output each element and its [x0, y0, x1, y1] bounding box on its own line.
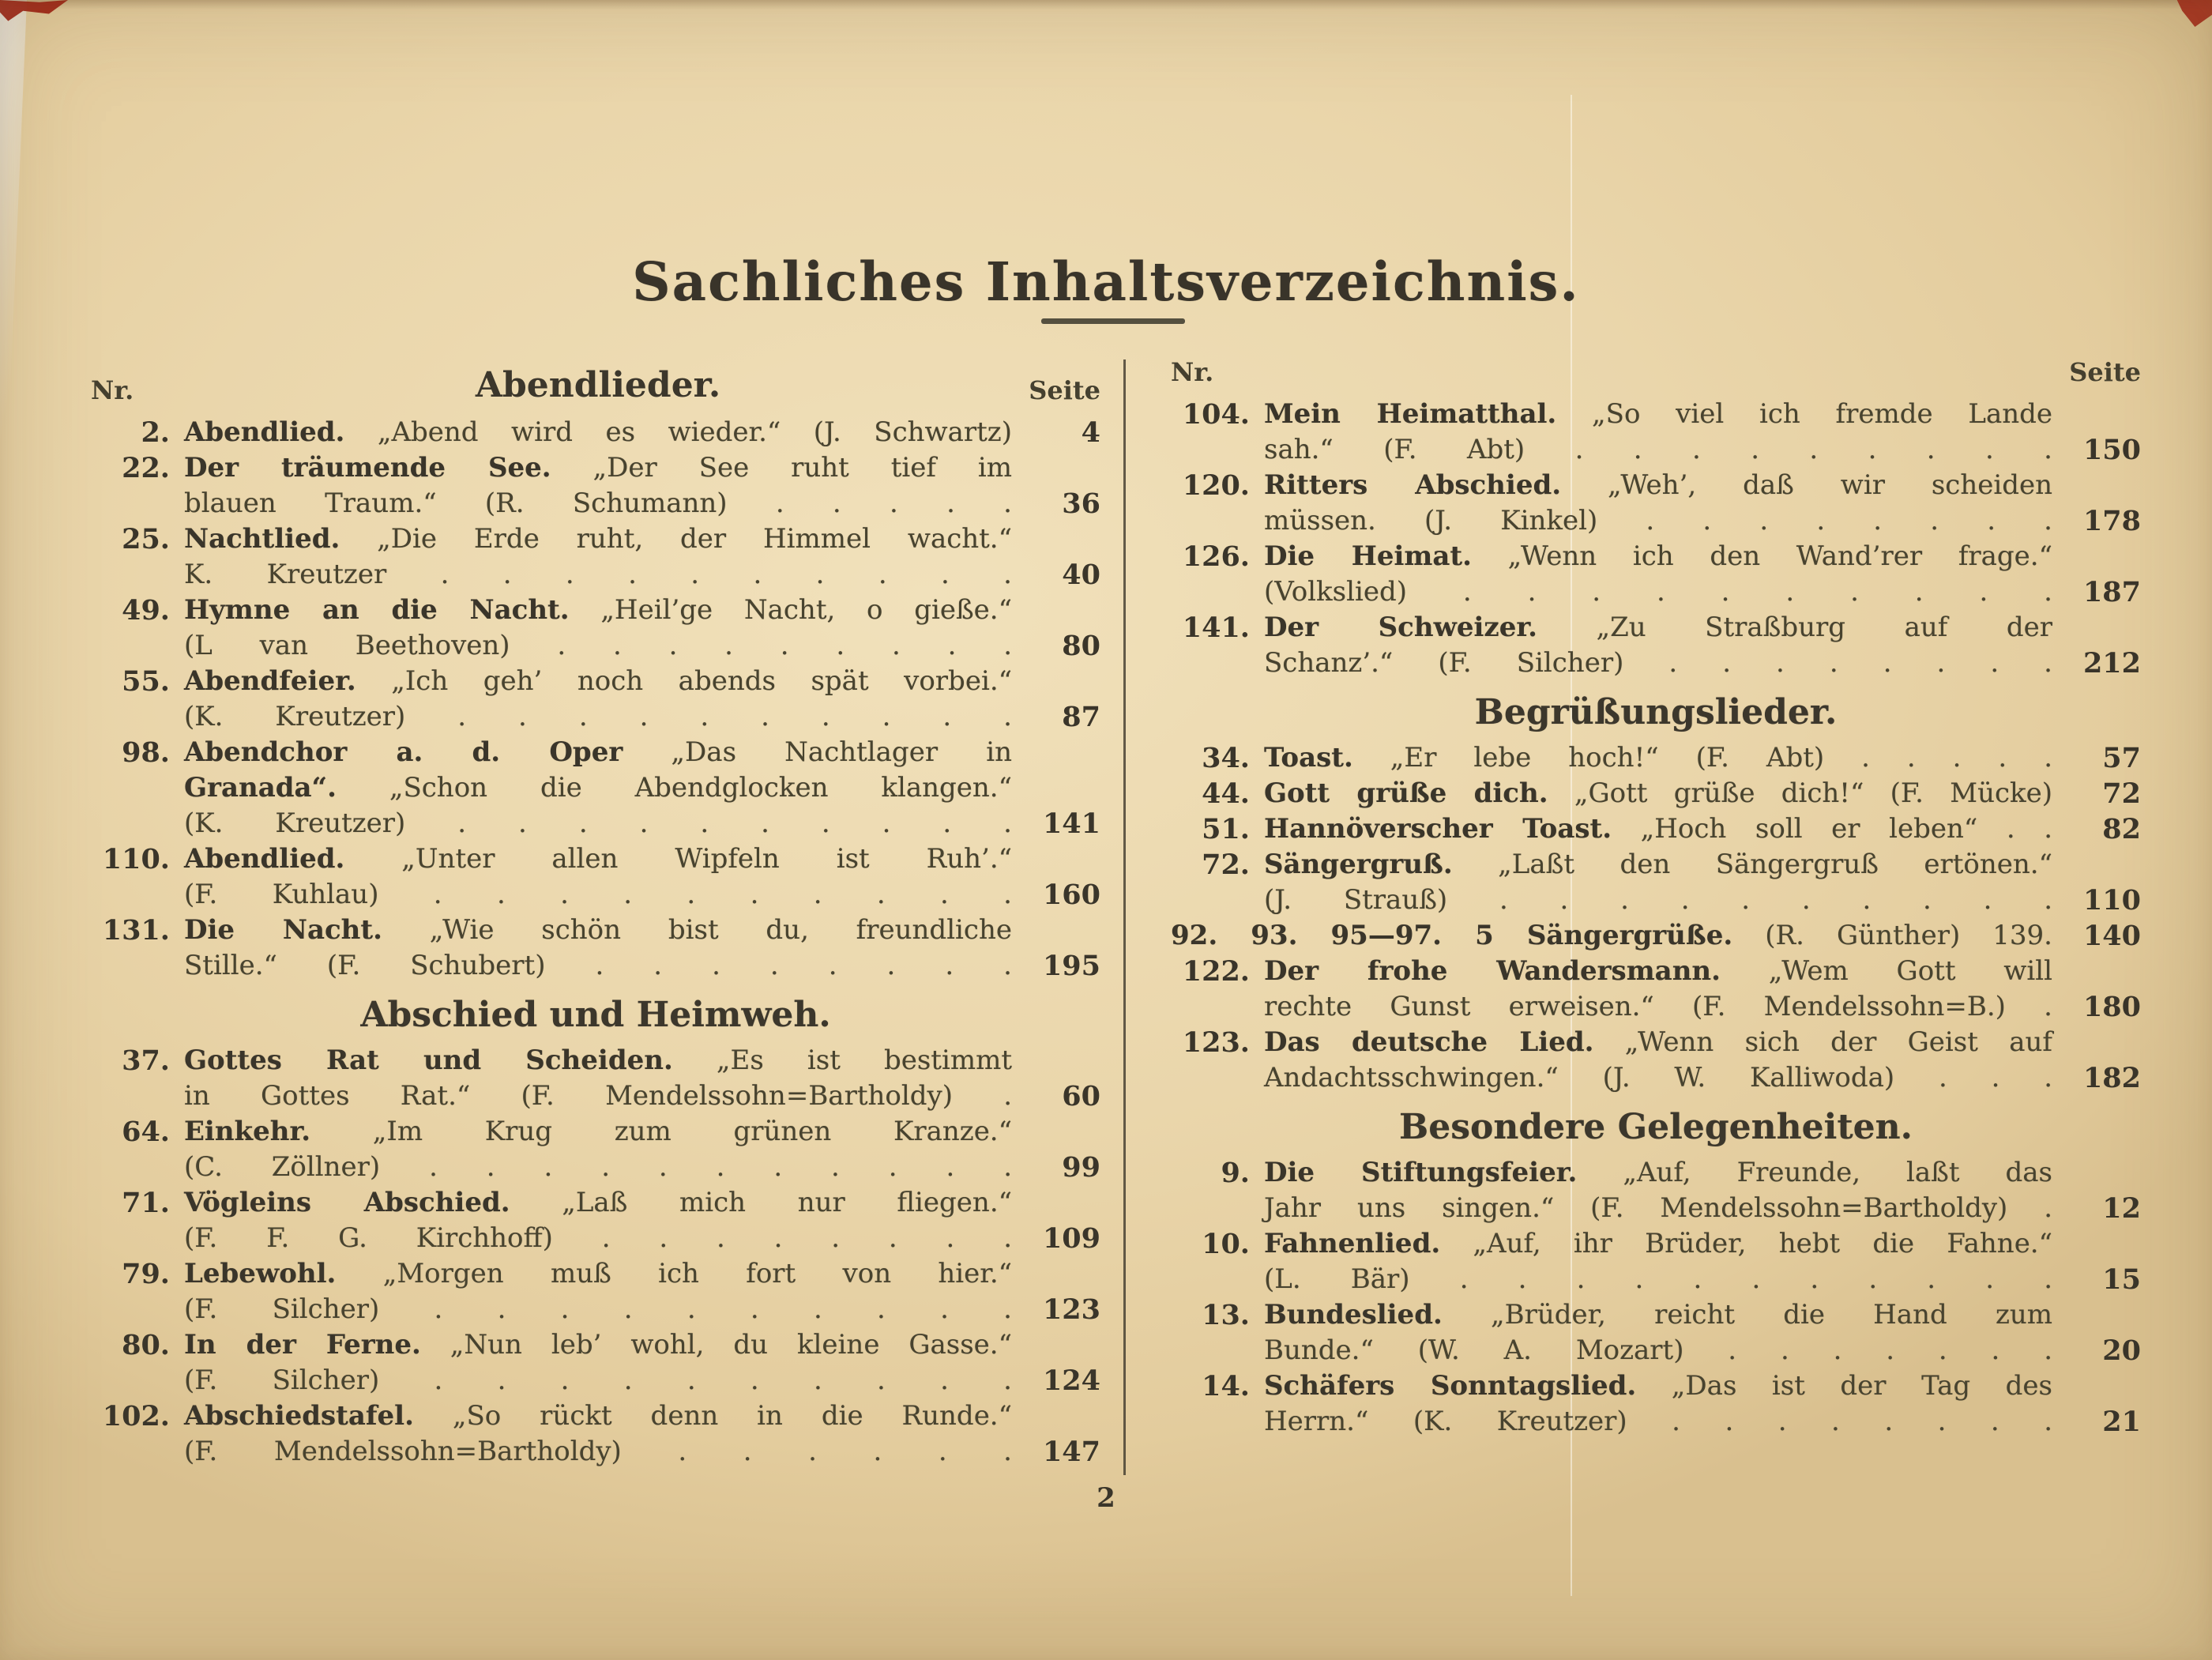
entry-detail-segment: „Brüder, reicht die Hand zum [1491, 1299, 2053, 1331]
entry-detail-segment: (F. Silcher) . . . . . . . . . . [184, 1293, 1012, 1325]
entry-line [1264, 503, 2052, 539]
entry-text [184, 450, 1012, 521]
toc-entry [91, 415, 1100, 450]
entry-detail-segment: müssen. (J. Kinkel) . . . . . . . . [1264, 505, 2052, 536]
entry-line [184, 1221, 1012, 1256]
entry-title-segment: Gott grüße dich. [1264, 777, 1548, 809]
entry-title-segment: Mein Heimatthal. [1264, 398, 1557, 430]
entry-detail-segment: (L. Bär) . . . . . . . . . . . [1264, 1263, 2052, 1295]
entry-title-segment: In der Ferne. [184, 1329, 421, 1361]
column-divider-rule [1123, 359, 1126, 1475]
entry-number: 14. [1202, 1370, 1250, 1402]
entry-line [184, 1292, 1012, 1327]
entry-text [1264, 1025, 2052, 1096]
entry-line [1264, 1333, 2052, 1368]
entry-text [1264, 740, 2052, 776]
toc-entry [1171, 1297, 2141, 1368]
entry-detail-segment: (F. Silcher) . . . . . . . . . . [184, 1365, 1012, 1396]
entry-text [184, 1043, 1012, 1114]
entry-page: 36 [1062, 487, 1100, 520]
entry-line [1264, 610, 2052, 646]
entry-number: 34. [1202, 742, 1250, 774]
toc-entry [91, 593, 1100, 664]
entry-title-segment: Lebewohl. [184, 1258, 337, 1289]
entry-title-segment: Fahnenlied. [1264, 1228, 1441, 1259]
entry-detail-segment: „Der See ruht tief im [592, 452, 1012, 484]
entry-detail-segment: (R. Günther) 139. [1765, 920, 2052, 951]
entry-line [184, 806, 1012, 841]
entry-number: 110. [102, 843, 170, 875]
entry-detail-segment: „Wem Gott will [1768, 955, 2053, 987]
entry-line [184, 1078, 1012, 1114]
toc-entry [1171, 468, 2141, 539]
entry-line [184, 948, 1012, 984]
entry-line [184, 913, 1012, 948]
entry-title-segment: Hannöverscher Toast. [1264, 813, 1612, 845]
entry-detail-segment: „Zu Straßburg auf der [1596, 612, 2052, 643]
entry-text [1264, 954, 2052, 1025]
entry-number: 79. [122, 1258, 170, 1290]
entry-line [1264, 574, 2052, 610]
entry-title-segment: Abendchor a. d. Oper [184, 736, 623, 768]
entry-number: 13. [1202, 1299, 1250, 1331]
seite-label: Seite [2069, 357, 2141, 387]
nr-label: Nr. [1171, 357, 1214, 387]
section-heading: Besondere Gelegenheiten. [1399, 1107, 1913, 1147]
entry-page: 87 [1062, 701, 1100, 733]
entry-detail-segment: blauen Traum.“ (R. Schumann) . . . . . [184, 487, 1012, 519]
entry-detail-segment: (C. Zöllner) . . . . . . . . . . . [184, 1151, 1012, 1183]
entry-line [184, 521, 1012, 557]
entry-detail-segment: (J. Strauß) . . . . . . . . . . [1264, 884, 2052, 916]
entry-text [184, 1327, 1012, 1398]
entry-title-segment: Ritters Abschied. [1264, 469, 1562, 501]
entry-title-segment: Abendfeier. [184, 665, 356, 697]
entry-text [184, 1256, 1012, 1327]
entry-title-segment: Das deutsche Lied. [1264, 1026, 1594, 1058]
entry-detail-segment: „So rückt denn in die Runde.“ [452, 1400, 1013, 1432]
entry-detail-segment: „Das ist der Tag des [1671, 1370, 2052, 1402]
entry-page: 20 [2102, 1334, 2141, 1367]
entry-line [1264, 1191, 2052, 1226]
entry-line [184, 1398, 1012, 1434]
entry-page: 187 [2082, 576, 2141, 608]
entry-detail-segment: „Er lebe hoch!“ (F. Abt) . . . . . [1390, 742, 2052, 774]
entry-title-segment: Abschiedstafel. [184, 1400, 414, 1432]
page-number: 2 [1097, 1482, 1115, 1514]
entry-page: 109 [1042, 1222, 1100, 1255]
entry-line [184, 1434, 1012, 1470]
entry-detail-segment: in Gottes Rat.“ (F. Mendelssohn=Bartholdy) . [184, 1080, 1012, 1112]
entry-line [184, 699, 1012, 735]
entry-title-segment: Vögleins Abschied. [184, 1187, 510, 1218]
entry-detail-segment: Jahr uns singen.“ (F. Mendelssohn=Bartholdy) . [1264, 1192, 2052, 1224]
entry-detail-segment: „Auf, ihr Brüder, hebt die Fahne.“ [1473, 1228, 2052, 1259]
entry-line [184, 593, 1012, 628]
entry-page: 40 [1062, 559, 1100, 591]
toc-entry [91, 1185, 1100, 1256]
entry-page: 123 [1042, 1293, 1100, 1326]
entry-line [1264, 1025, 2052, 1060]
entry-line [1264, 1060, 2052, 1096]
toc-entry [91, 1114, 1100, 1185]
title-rule [1041, 318, 1185, 324]
entry-page: 147 [1042, 1436, 1100, 1468]
entry-text [184, 1114, 1012, 1185]
toc-entry [1171, 918, 2141, 954]
entry-detail-segment: „Unter allen Wipfeln ist Ruh’.“ [401, 843, 1013, 875]
entry-page: 110 [2082, 884, 2141, 917]
entry-page: 124 [1042, 1365, 1100, 1397]
toc-entry [91, 450, 1100, 521]
entry-line [1264, 954, 2052, 989]
entry-number: 104. [1182, 398, 1250, 431]
entry-page: 72 [2102, 777, 2141, 810]
entry-text [184, 913, 1012, 984]
entry-title-segment: Nachtlied. [184, 523, 340, 555]
left-column-body [91, 415, 1100, 1470]
entry-text [1264, 539, 2052, 610]
toc-entry [1171, 1155, 2141, 1226]
entry-page: 150 [2082, 434, 2141, 466]
entry-detail-segment: Herrn.“ (K. Kreutzer) . . . . . . . . [1264, 1406, 2052, 1437]
entry-title-segment: Die Nacht. [184, 914, 382, 946]
entry-number: 131. [102, 914, 170, 947]
toc-entry [91, 1043, 1100, 1114]
entry-text [184, 664, 1012, 735]
entry-title-segment: Schäfers Sonntagslied. [1264, 1370, 1637, 1402]
entry-detail-segment: „Hoch soll er leben“ . . [1640, 813, 2053, 845]
entry-number: 10. [1202, 1228, 1250, 1260]
toc-entry [1171, 1025, 2141, 1096]
toc-entry [91, 1256, 1100, 1327]
entry-text [1171, 918, 2052, 954]
entry-title-segment: Der träumende See. [184, 452, 551, 484]
entry-line [1264, 397, 2052, 432]
entry-line [184, 628, 1012, 664]
entry-line [184, 450, 1012, 486]
entry-page: 212 [2082, 647, 2141, 679]
entry-detail-segment: „Weh’, daß wir scheiden [1607, 469, 2053, 501]
right-column-body [1171, 397, 2141, 1440]
left-column-header [91, 365, 1100, 405]
entry-title-segment: Hymne an die Nacht. [184, 594, 570, 626]
entry-title-segment: Die Heimat. [1264, 540, 1472, 572]
entry-page: 178 [2082, 505, 2141, 537]
entry-detail-segment: „Auf, Freunde, laßt das [1623, 1157, 2053, 1188]
entry-detail-segment: „Morgen muß ich fort von hier.“ [382, 1258, 1013, 1289]
entry-number: 98. [122, 736, 170, 769]
entry-text [184, 415, 1012, 450]
entry-page: 82 [2102, 813, 2141, 845]
entry-line [1264, 1368, 2052, 1404]
entry-detail-segment: „Wenn sich der Geist auf [1624, 1026, 2052, 1058]
entry-detail-segment: „Ich geh’ noch abends spät vorbei.“ [391, 665, 1013, 697]
entry-title-segment: Gottes Rat und Scheiden. [184, 1045, 673, 1076]
entry-number: 120. [1182, 469, 1250, 502]
toc-entry [1171, 610, 2141, 681]
entry-detail-segment: Stille.“ (F. Schubert) . . . . . . . . [184, 950, 1012, 981]
entry-line [1264, 776, 2052, 811]
scan-edge-artifact-top [0, 0, 2212, 9]
entry-detail-segment: K. Kreutzer . . . . . . . . . . [184, 559, 1012, 590]
entry-page: 195 [1042, 950, 1100, 982]
section-heading: Abschied und Heimweh. [360, 995, 831, 1035]
toc-entry [1171, 776, 2141, 811]
entry-page: 140 [2082, 920, 2141, 952]
entry-text [184, 1398, 1012, 1470]
entry-number: 22. [122, 452, 170, 484]
entry-detail-segment: (F. F. G. Kirchhoff) . . . . . . . . [184, 1222, 1012, 1254]
entry-detail-segment: rechte Gunst erweisen.“ (F. Mendelssohn=B.) . [1264, 991, 2052, 1022]
entry-detail-segment: „Laßt den Sängergruß ertönen.“ [1498, 849, 2052, 880]
left-column [91, 365, 1100, 1470]
entry-title-segment: Der frohe Wandersmann. [1264, 955, 1721, 987]
entry-line [184, 841, 1012, 877]
entry-number: 64. [122, 1116, 170, 1148]
entry-text [1264, 847, 2052, 918]
entry-detail-segment: (K. Kreutzer) . . . . . . . . . . [184, 807, 1012, 839]
entry-title-segment: Toast. [1264, 742, 1353, 774]
entry-detail-segment: (Volkslied) . . . . . . . . . . [1264, 576, 2052, 608]
entry-detail-segment: „Wie schön bist du, freundliche [429, 914, 1012, 946]
entry-page: 160 [1042, 879, 1100, 911]
entry-line [184, 415, 1012, 450]
entry-page: 57 [2102, 742, 2141, 774]
entry-line [1264, 1262, 2052, 1297]
entry-number: 49. [122, 594, 170, 627]
entry-detail-segment: sah.“ (F. Abt) . . . . . . . . . [1264, 434, 2052, 465]
right-column-header [1171, 357, 2141, 387]
entry-title-segment: Der Schweizer. [1264, 612, 1537, 643]
section-heading: Abendlieder. [475, 365, 721, 405]
entry-detail-segment: „Heil’ge Nacht, o gieße.“ [600, 594, 1012, 626]
entry-line [1171, 918, 2052, 954]
toc-entry [1171, 539, 2141, 610]
entry-text [1264, 776, 2052, 811]
section-heading: Begrüßungslieder. [1474, 692, 1838, 732]
entry-detail-segment: „Abend wird es wieder.“ (J. Schwartz) [377, 416, 1012, 448]
entry-number: 25. [122, 523, 170, 555]
toc-entry [1171, 811, 2141, 847]
entry-line [1264, 646, 2052, 681]
entry-number: 55. [122, 665, 170, 698]
entry-detail-segment: (L van Beethoven) . . . . . . . . . [184, 630, 1012, 661]
entry-title-segment: Einkehr. [184, 1116, 311, 1147]
entry-title-segment: Abendlied. [184, 416, 345, 448]
entry-line [1264, 847, 2052, 883]
entry-detail-segment: „So viel ich fremde Lande [1592, 398, 2052, 430]
entry-page: 21 [2102, 1406, 2141, 1438]
entry-page: 12 [2102, 1192, 2141, 1225]
entry-detail-segment: „Das Nachtlager in [671, 736, 1013, 768]
entry-text [1264, 1226, 2052, 1297]
seite-label: Seite [1029, 375, 1100, 405]
entry-line [184, 557, 1012, 593]
right-column [1171, 357, 2141, 1440]
toc-entry [91, 735, 1100, 841]
entry-number: 2. [141, 416, 170, 449]
entry-line [1264, 1297, 2052, 1333]
entry-line [1264, 432, 2052, 468]
entry-page: 182 [2082, 1062, 2141, 1094]
entry-line [1264, 1155, 2052, 1191]
entry-detail-segment: „Es ist bestimmt [716, 1045, 1012, 1076]
entry-number: 9. [1221, 1157, 1250, 1189]
toc-entry [1171, 397, 2141, 468]
entry-line [1264, 1226, 2052, 1262]
entry-text [1264, 811, 2052, 847]
entry-title-segment: Bundeslied. [1264, 1299, 1443, 1331]
entry-line [1264, 539, 2052, 574]
entry-number: 37. [122, 1045, 170, 1077]
entry-number: 122. [1182, 955, 1250, 988]
entry-detail-segment: „Laß mich nur fliegen.“ [562, 1187, 1013, 1218]
entry-line [184, 1114, 1012, 1150]
entry-detail-segment: Schanz’.“ (F. Silcher) . . . . . . . . [1264, 647, 2052, 679]
entry-title-segment: 92. 93. 95—97. 5 Sängergrüße. [1171, 920, 1733, 951]
entry-detail-segment: (F. Kuhlau) . . . . . . . . . . [184, 879, 1012, 910]
toc-entry [1171, 1226, 2141, 1297]
toc-entry [1171, 1368, 2141, 1440]
entry-text [1264, 1155, 2052, 1226]
toc-entry [1171, 740, 2141, 776]
entry-number: 126. [1182, 540, 1250, 573]
entry-detail-segment: „Die Erde ruht, der Himmel wacht.“ [377, 523, 1012, 555]
toc-entry [91, 841, 1100, 913]
entry-detail-segment: (K. Kreutzer) . . . . . . . . . . [184, 701, 1012, 732]
entry-line [184, 877, 1012, 913]
entry-line [184, 486, 1012, 521]
entry-title-segment: Die Stiftungsfeier. [1264, 1157, 1578, 1188]
toc-entry [91, 1327, 1100, 1398]
entry-text [1264, 1297, 2052, 1368]
entry-title-segment: Sängergruß. [1264, 849, 1453, 880]
entry-line [184, 735, 1012, 770]
entry-line [184, 1327, 1012, 1363]
entry-number: 80. [122, 1329, 170, 1361]
entry-text [184, 521, 1012, 593]
entry-detail-segment: „Schon die Abendglocken klangen.“ [389, 772, 1012, 804]
entry-number: 72. [1202, 849, 1250, 881]
entry-line [1264, 883, 2052, 918]
entry-line [184, 1043, 1012, 1078]
entry-text [184, 1185, 1012, 1256]
toc-entry [91, 664, 1100, 735]
entry-number: 102. [102, 1400, 170, 1432]
entry-number: 44. [1202, 777, 1250, 810]
entry-line [184, 1256, 1012, 1292]
entry-text [1264, 1368, 2052, 1440]
entry-line [184, 1363, 1012, 1398]
entry-line [1264, 811, 2052, 847]
entry-page: 60 [1062, 1080, 1100, 1112]
entry-line [184, 664, 1012, 699]
entry-page: 180 [2082, 991, 2141, 1023]
entry-page: 141 [1042, 807, 1100, 840]
entry-line [1264, 989, 2052, 1025]
page-title: Sachliches Inhaltsverzeichnis. [632, 250, 1580, 313]
entry-number: 141. [1182, 612, 1250, 644]
nr-label: Nr. [91, 375, 134, 405]
entry-line [1264, 740, 2052, 776]
entry-text [184, 841, 1012, 913]
entry-line [184, 1185, 1012, 1221]
entry-detail-segment: Bunde.“ (W. A. Mozart) . . . . . . . [1264, 1334, 2052, 1366]
entry-detail-segment: „Nun leb’ wohl, du kleine Gasse.“ [450, 1329, 1012, 1361]
entry-line [184, 1150, 1012, 1185]
entry-page: 4 [1081, 416, 1100, 449]
entry-text [1264, 610, 2052, 681]
entry-detail-segment: Andachtsschwingen.“ (J. W. Kalliwoda) . . . [1264, 1062, 2052, 1093]
entry-page: 15 [2102, 1263, 2141, 1296]
scan-edge-artifact-left [0, 0, 27, 442]
entry-number: 71. [122, 1187, 170, 1219]
entry-text [1264, 397, 2052, 468]
toc-entry [91, 521, 1100, 593]
entry-title-segment: Abendlied. [184, 843, 345, 875]
entry-line [1264, 1404, 2052, 1440]
entry-text [184, 735, 1012, 841]
toc-entry [91, 913, 1100, 984]
toc-entry [91, 1398, 1100, 1470]
entry-text [184, 593, 1012, 664]
entry-line [1264, 468, 2052, 503]
entry-detail-segment: „Wenn ich den Wand’rer frage.“ [1507, 540, 2052, 572]
entry-line [184, 770, 1012, 806]
toc-entry [1171, 954, 2141, 1025]
entry-detail-segment: „Im Krug zum grünen Kranze.“ [372, 1116, 1013, 1147]
entry-page: 99 [1062, 1151, 1100, 1184]
entry-detail-segment: (F. Mendelssohn=Bartholdy) . . . . . . [184, 1436, 1012, 1467]
toc-entry [1171, 847, 2141, 918]
entry-number: 123. [1182, 1026, 1250, 1059]
entry-number: 51. [1202, 813, 1250, 845]
entry-title-segment: Granada“. [184, 772, 337, 804]
entry-text [1264, 468, 2052, 539]
entry-detail-segment: „Gott grüße dich!“ (F. Mücke) [1574, 777, 2052, 809]
entry-page: 80 [1062, 630, 1100, 662]
